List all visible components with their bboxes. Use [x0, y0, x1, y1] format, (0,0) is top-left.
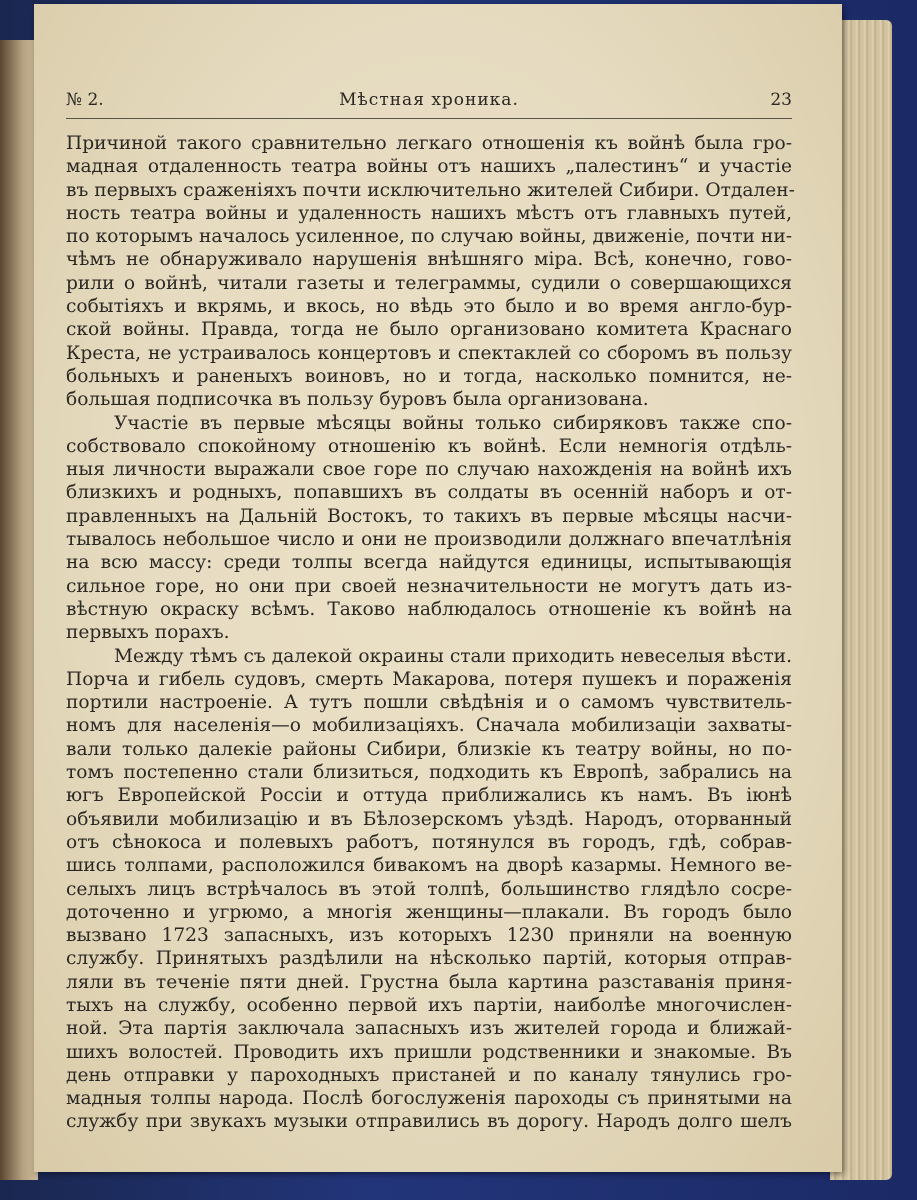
text-line: Между тѣмъ съ далекой окраины стали приходить невеселыя вѣсти. [114, 645, 792, 667]
text-line: рили о войнѣ, читали газеты и телеграммы, судили о совершающихся [66, 272, 792, 294]
text-line: мадная отдаленность театра войны отъ нашихъ „палестинъ“ и участіе [66, 156, 792, 178]
page-number: 23 [770, 90, 792, 110]
text-line: событіяхъ и вкрямь, и вкось, но вѣдь это было и во время англо-бур- [66, 296, 792, 318]
text-line: тыхъ на службу, особенно первой ихъ партіи, наиболѣе многочислен- [66, 994, 792, 1016]
text-line: большая подписочка въ пользу буровъ была организована. [66, 389, 649, 411]
text-line: ляли въ теченіе пяти дней. Грустна была картина разставанія приня- [66, 971, 792, 993]
text-line: номъ для населенія—о мобилизаціяхъ. Сначала мобилизаціи захваты- [66, 715, 792, 737]
text-line: чѣмъ не обнаруживало нарушенія внѣшняго міра. Всѣ, конечно, гово- [66, 249, 792, 271]
text-line: югъ Европейской Россіи и оттуда приближались къ намъ. Въ іюнѣ [66, 785, 792, 807]
text-line: службу при звукахъ музыки отправились въ дорогу. Народъ долго шелъ [66, 1111, 792, 1133]
text-line: шихъ волостей. Проводить ихъ пришли родственники и знакомые. Въ [66, 1041, 792, 1063]
text-line: доточенно и угрюмо, а многія женщины—плакали. Въ городъ было [66, 901, 792, 923]
section-title: Мѣстная хроника. [339, 90, 519, 110]
text-line: близкихъ и родныхъ, попавшихъ въ солдаты въ осенній наборъ и от- [66, 482, 792, 504]
text-line: въ первыхъ сраженіяхъ почти исключительно жителей Сибири. Отдален- [66, 179, 795, 201]
text-line: больныхъ и раненыхъ воиновъ, но и тогда, насколько помнится, не- [66, 365, 792, 387]
text-line: томъ постепенно стали близиться, подходить къ Европѣ, забрались на [66, 762, 792, 784]
text-line: вызвано 1723 запасныхъ, изъ которыхъ 1230 приняли на военную [66, 925, 792, 947]
text-line: Причиной такого сравнительно легкаго отношенія къ войнѣ была гро- [66, 133, 792, 154]
issue-number: № 2. [66, 90, 104, 110]
body-text [66, 132, 795, 1134]
text-line: объявили мобилизацію и въ Бѣлозерскомъ уѣздѣ. Народъ, оторванный [66, 808, 792, 830]
left-page-edge [0, 40, 38, 1180]
text-line: Порча и гибель судовъ, смерть Макарова, потеря пушекъ и пораженія [66, 668, 792, 690]
text-line: шись толпами, расположился бивакомъ на дворѣ казармы. Немного ве- [66, 855, 792, 877]
text-line: ской войны. Правда, тогда не было организовано комитета Краснаго [66, 319, 792, 341]
text-line: на всю массу: среди толпы всегда найдутся единицы, испытывающія [66, 552, 792, 574]
text-line: тывалось небольшое число и они не производили должнаго впечатлѣнія [66, 529, 792, 551]
text-line: вѣстную окраску всѣмъ. Таково наблюдалось отношеніе къ войнѣ на [66, 598, 792, 620]
text-line: службу. Принятыхъ раздѣлили на нѣсколько партій, которыя отправ- [66, 948, 792, 970]
text-line: по которымъ началось усиленное, по случаю войны, движеніе, почти ни- [66, 226, 792, 248]
text-line: день отправки у пароходныхъ пристаней и по каналу тянулись гро- [66, 1064, 792, 1086]
text-line: селыхъ лицъ встрѣчалось въ этой толпѣ, большинство глядѣло сосре- [66, 878, 792, 900]
text-line: Участіе въ первые мѣсяцы войны только сибиряковъ также спо- [114, 412, 792, 434]
text-line: ность театра войны и удаленность нашихъ мѣстъ отъ главныхъ путей, [66, 202, 792, 224]
text-line: Креста, не устраивалось концертовъ и спектаклей со сборомъ въ пользу [66, 342, 792, 364]
text-line: сильное горе, но они при своей незначительности не могутъ дать из- [66, 575, 792, 597]
text-line: отъ сѣнокоса и полевыхъ работъ, потянулся въ городъ, гдѣ, собрав- [66, 831, 792, 853]
text-line: правленныхъ на Дальній Востокъ, то такихъ въ первые мѣсяцы насчи- [66, 505, 792, 527]
text-line: первыхъ порахъ. [66, 622, 230, 644]
book-page [34, 4, 842, 1172]
text-line: собствовало спокойному отношенію къ войнѣ. Если немногія отдѣль- [66, 435, 792, 457]
text-line: портили настроеніе. А тутъ пошли свѣдѣнія и о самомъ чувствитель- [66, 692, 792, 714]
header-rule [66, 118, 792, 119]
running-header [66, 90, 792, 116]
text-line: мадныя толпы народа. Послѣ богослуженія пароходы съ принятыми на [66, 1088, 792, 1110]
text-line: ныя личности выражали свое горе по случаю нахожденія на войнѣ ихъ [66, 459, 792, 481]
text-line: вали только далекіе районы Сибири, близкіе къ театру войны, но по- [66, 738, 792, 760]
text-line: ной. Эта партія заключала запасныхъ изъ жителей города и ближай- [66, 1018, 792, 1040]
